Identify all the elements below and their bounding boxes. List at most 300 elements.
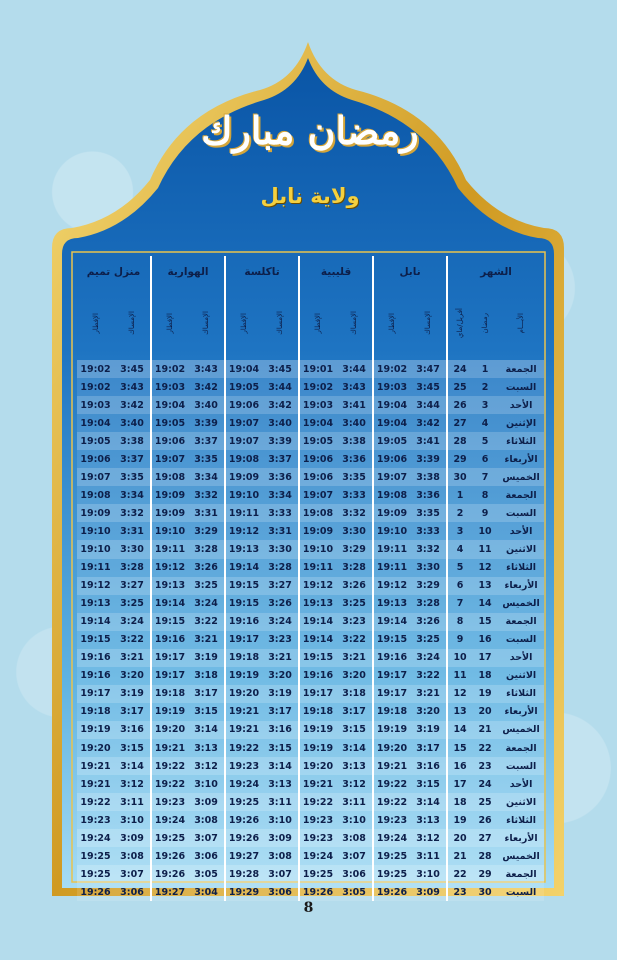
ramadan-day-cell: 19 <box>472 685 498 703</box>
imsak-header: الإمساك <box>128 311 136 335</box>
ramadan-day-cell: 30 <box>472 883 498 901</box>
ramadan-day-cell: 26 <box>472 811 498 829</box>
page-number: 8 <box>303 900 314 916</box>
gregorian-day-cell: 20 <box>447 829 472 847</box>
gregorian-day-cell: 3 <box>447 522 472 540</box>
imsak-time-cell: 3:14 <box>188 721 225 739</box>
iftar-time-cell: 19:01 <box>299 360 336 378</box>
day-cell: الخميس <box>498 847 544 865</box>
gregorian-day-cell: 5 <box>447 559 472 577</box>
imsak-time-cell: 3:30 <box>410 559 447 577</box>
imsak-time-cell: 3:43 <box>336 378 373 396</box>
iftar-time-cell: 19:07 <box>225 432 262 450</box>
imsak-time-cell: 3:20 <box>336 667 373 685</box>
imsak-time-cell: 3:11 <box>114 793 151 811</box>
iftar-time-cell: 19:16 <box>77 667 114 685</box>
imsak-time-cell: 3:39 <box>262 432 299 450</box>
imsak-time-cell: 3:06 <box>262 883 299 901</box>
iftar-time-cell: 19:14 <box>299 631 336 649</box>
iftar-time-cell: 19:25 <box>299 865 336 883</box>
imsak-time-cell: 3:25 <box>188 577 225 595</box>
imsak-time-cell: 3:43 <box>114 378 151 396</box>
imsak-time-cell: 3:19 <box>188 649 225 667</box>
iftar-time-cell: 19:14 <box>225 559 262 577</box>
prayer-time-table <box>77 256 544 901</box>
imsak-time-cell: 3:04 <box>188 883 225 901</box>
city-header: قليبية <box>299 256 373 288</box>
imsak-time-cell: 3:05 <box>188 865 225 883</box>
imsak-time-cell: 3:05 <box>336 883 373 901</box>
imsak-time-cell: 3:16 <box>410 757 447 775</box>
imsak-time-cell: 3:32 <box>188 486 225 504</box>
imsak-time-cell: 3:26 <box>262 595 299 613</box>
iftar-time-cell: 19:10 <box>299 540 336 558</box>
imsak-time-cell: 3:21 <box>410 685 447 703</box>
imsak-time-cell: 3:09 <box>262 829 299 847</box>
ramadan-day-cell: 20 <box>472 703 498 721</box>
table-row <box>77 450 544 468</box>
iftar-time-cell: 19:18 <box>299 703 336 721</box>
imsak-time-cell: 3:24 <box>262 613 299 631</box>
iftar-time-cell: 19:05 <box>299 432 336 450</box>
iftar-time-cell: 19:22 <box>299 793 336 811</box>
iftar-time-cell: 19:13 <box>225 540 262 558</box>
iftar-time-cell: 19:19 <box>151 703 188 721</box>
imsak-time-cell: 3:06 <box>336 865 373 883</box>
iftar-time-cell: 19:21 <box>299 775 336 793</box>
iftar-time-cell: 19:10 <box>373 522 410 540</box>
imsak-time-cell: 3:38 <box>114 432 151 450</box>
iftar-time-cell: 19:09 <box>151 504 188 522</box>
iftar-time-cell: 19:19 <box>299 721 336 739</box>
imsak-time-cell: 3:33 <box>336 486 373 504</box>
iftar-time-cell: 19:26 <box>77 883 114 901</box>
iftar-time-cell: 19:04 <box>299 414 336 432</box>
ramadan-day-cell: 25 <box>472 793 498 811</box>
table-row <box>77 414 544 432</box>
iftar-time-cell: 19:12 <box>373 577 410 595</box>
imsak-time-cell: 3:39 <box>188 414 225 432</box>
iftar-time-cell: 19:26 <box>373 883 410 901</box>
iftar-time-cell: 19:09 <box>151 486 188 504</box>
iftar-time-cell: 19:08 <box>77 486 114 504</box>
imsak-time-cell: 3:28 <box>188 540 225 558</box>
imsak-time-cell: 3:24 <box>410 649 447 667</box>
imsak-time-cell: 3:12 <box>336 775 373 793</box>
gregorian-day-cell: 25 <box>447 378 472 396</box>
iftar-time-cell: 19:24 <box>299 847 336 865</box>
iftar-time-cell: 19:29 <box>225 883 262 901</box>
imsak-time-cell: 3:32 <box>114 504 151 522</box>
iftar-time-cell: 19:12 <box>151 559 188 577</box>
imsak-time-cell: 3:10 <box>262 811 299 829</box>
ramadan-day-cell: 22 <box>472 739 498 757</box>
iftar-time-cell: 19:16 <box>373 649 410 667</box>
table-row <box>77 540 544 558</box>
iftar-time-cell: 19:08 <box>373 486 410 504</box>
iftar-time-cell: 19:22 <box>77 793 114 811</box>
table-row <box>77 595 544 613</box>
imsak-time-cell: 3:17 <box>410 739 447 757</box>
imsak-time-cell: 3:25 <box>410 631 447 649</box>
imsak-time-cell: 3:26 <box>336 577 373 595</box>
iftar-time-cell: 19:14 <box>77 613 114 631</box>
gregorian-day-cell: 10 <box>447 649 472 667</box>
iftar-time-cell: 19:17 <box>77 685 114 703</box>
ramadan-day-cell: 27 <box>472 829 498 847</box>
iftar-time-cell: 19:20 <box>225 685 262 703</box>
day-cell: الثلاثاء <box>498 559 544 577</box>
iftar-time-cell: 19:07 <box>151 450 188 468</box>
iftar-time-cell: 19:18 <box>373 703 410 721</box>
ramadan-day-cell: 13 <box>472 577 498 595</box>
table-row <box>77 378 544 396</box>
day-cell: الثلاثاء <box>498 811 544 829</box>
imsak-time-cell: 3:13 <box>410 811 447 829</box>
day-cell: الجمعة <box>498 360 544 378</box>
iftar-time-cell: 19:05 <box>77 432 114 450</box>
imsak-time-cell: 3:22 <box>336 631 373 649</box>
imsak-time-cell: 3:34 <box>114 486 151 504</box>
iftar-time-cell: 19:21 <box>225 721 262 739</box>
imsak-time-cell: 3:30 <box>114 540 151 558</box>
iftar-time-cell: 19:08 <box>225 450 262 468</box>
iftar-time-cell: 19:11 <box>77 559 114 577</box>
imsak-time-cell: 3:37 <box>114 450 151 468</box>
iftar-time-cell: 19:26 <box>151 865 188 883</box>
imsak-time-cell: 3:11 <box>410 847 447 865</box>
day-cell: الثلاثاء <box>498 432 544 450</box>
imsak-time-cell: 3:12 <box>410 829 447 847</box>
iftar-time-cell: 19:15 <box>225 577 262 595</box>
imsak-time-cell: 3:25 <box>114 595 151 613</box>
iftar-time-cell: 19:13 <box>299 595 336 613</box>
iftar-time-cell: 19:03 <box>151 378 188 396</box>
month-header: الشهر <box>447 256 544 288</box>
imsak-time-cell: 3:35 <box>410 504 447 522</box>
day-cell: السبت <box>498 757 544 775</box>
city-header: الهوارية <box>151 256 225 288</box>
imsak-time-cell: 3:37 <box>262 450 299 468</box>
imsak-time-cell: 3:44 <box>262 378 299 396</box>
ramadan-day-cell: 29 <box>472 865 498 883</box>
imsak-time-cell: 3:17 <box>336 703 373 721</box>
imsak-time-cell: 3:40 <box>114 414 151 432</box>
imsak-time-cell: 3:11 <box>336 793 373 811</box>
iftar-time-cell: 19:11 <box>373 540 410 558</box>
table-row <box>77 865 544 883</box>
day-cell: الجمعة <box>498 486 544 504</box>
imsak-time-cell: 3:08 <box>114 847 151 865</box>
iftar-time-cell: 19:11 <box>299 559 336 577</box>
iftar-time-cell: 19:15 <box>299 649 336 667</box>
iftar-header: الإفطار <box>91 312 100 334</box>
ramadan-day-cell: 15 <box>472 613 498 631</box>
gregorian-day-cell: 9 <box>447 631 472 649</box>
imsak-time-cell: 3:10 <box>188 775 225 793</box>
imsak-time-cell: 3:45 <box>410 378 447 396</box>
imsak-time-cell: 3:30 <box>262 540 299 558</box>
ramadan-day-cell: 23 <box>472 757 498 775</box>
iftar-time-cell: 19:06 <box>77 450 114 468</box>
imsak-time-cell: 3:21 <box>188 631 225 649</box>
city-header: نابل <box>373 256 447 288</box>
iftar-time-cell: 19:14 <box>299 613 336 631</box>
iftar-time-cell: 19:18 <box>77 703 114 721</box>
gregorian-day-cell: 26 <box>447 396 472 414</box>
table-row <box>77 703 544 721</box>
table-row <box>77 757 544 775</box>
ramadan-day-cell: 14 <box>472 595 498 613</box>
iftar-time-cell: 19:17 <box>151 667 188 685</box>
imsak-time-cell: 3:24 <box>188 595 225 613</box>
iftar-time-cell: 19:26 <box>225 811 262 829</box>
iftar-time-cell: 19:17 <box>151 649 188 667</box>
imsak-time-cell: 3:45 <box>262 360 299 378</box>
day-cell: السبت <box>498 883 544 901</box>
imsak-time-cell: 3:37 <box>188 432 225 450</box>
iftar-time-cell: 19:03 <box>373 378 410 396</box>
table-row <box>77 360 544 378</box>
day-cell: الإثنين <box>498 414 544 432</box>
iftar-time-cell: 19:25 <box>373 847 410 865</box>
day-cell: السبت <box>498 378 544 396</box>
day-cell: الخميس <box>498 595 544 613</box>
iftar-time-cell: 19:11 <box>225 504 262 522</box>
iftar-time-cell: 19:03 <box>299 396 336 414</box>
imsak-time-cell: 3:36 <box>262 468 299 486</box>
iftar-time-cell: 19:04 <box>77 414 114 432</box>
iftar-time-cell: 19:09 <box>225 468 262 486</box>
day-cell: الاثنين <box>498 667 544 685</box>
imsak-time-cell: 3:19 <box>114 685 151 703</box>
iftar-time-cell: 19:25 <box>373 865 410 883</box>
ramadan-day-cell: 24 <box>472 775 498 793</box>
iftar-time-cell: 19:24 <box>225 775 262 793</box>
imsak-time-cell: 3:15 <box>114 739 151 757</box>
imsak-time-cell: 3:24 <box>114 613 151 631</box>
imsak-time-cell: 3:07 <box>262 865 299 883</box>
ramadan-day-cell: 11 <box>472 540 498 558</box>
table-row <box>77 522 544 540</box>
iftar-time-cell: 19:27 <box>225 847 262 865</box>
imsak-time-cell: 3:28 <box>410 595 447 613</box>
iftar-time-cell: 19:18 <box>151 685 188 703</box>
imsak-time-cell: 3:23 <box>262 631 299 649</box>
imsak-time-cell: 3:09 <box>188 793 225 811</box>
gregorian-day-cell: 17 <box>447 775 472 793</box>
iftar-time-cell: 19:16 <box>151 631 188 649</box>
iftar-time-cell: 19:05 <box>373 432 410 450</box>
iftar-time-cell: 19:12 <box>77 577 114 595</box>
day-cell: الأربعاء <box>498 829 544 847</box>
table-row <box>77 486 544 504</box>
gregorian-day-cell: 8 <box>447 613 472 631</box>
day-cell: الأحد <box>498 775 544 793</box>
imsak-time-cell: 3:17 <box>188 685 225 703</box>
imsak-time-cell: 3:17 <box>262 703 299 721</box>
imsak-time-cell: 3:10 <box>336 811 373 829</box>
imsak-time-cell: 3:19 <box>410 721 447 739</box>
imsak-time-cell: 3:09 <box>114 829 151 847</box>
iftar-time-cell: 19:22 <box>373 775 410 793</box>
iftar-time-cell: 19:11 <box>373 559 410 577</box>
iftar-time-cell: 19:06 <box>299 450 336 468</box>
iftar-time-cell: 19:02 <box>77 360 114 378</box>
iftar-time-cell: 19:13 <box>77 595 114 613</box>
iftar-time-cell: 19:23 <box>225 757 262 775</box>
gregorian-day-cell: 11 <box>447 667 472 685</box>
gregorian-day-cell: 4 <box>447 540 472 558</box>
table-row <box>77 847 544 865</box>
table-row <box>77 432 544 450</box>
city-header: تاكلسة <box>225 256 299 288</box>
table-row <box>77 649 544 667</box>
gregorian-day-cell: 7 <box>447 595 472 613</box>
gregorian-day-cell: 18 <box>447 793 472 811</box>
imsak-time-cell: 3:22 <box>188 613 225 631</box>
iftar-time-cell: 19:04 <box>225 360 262 378</box>
table-row <box>77 721 544 739</box>
imsak-time-cell: 3:27 <box>114 577 151 595</box>
iftar-time-cell: 19:02 <box>151 360 188 378</box>
ramadan-day-cell: 3 <box>472 396 498 414</box>
iftar-time-cell: 19:19 <box>77 721 114 739</box>
imsak-time-cell: 3:15 <box>336 721 373 739</box>
gregorian-day-cell: 22 <box>447 865 472 883</box>
gregorian-day-cell: 6 <box>447 577 472 595</box>
table-row <box>77 559 544 577</box>
iftar-time-cell: 19:23 <box>77 811 114 829</box>
iftar-time-cell: 19:20 <box>299 757 336 775</box>
iftar-time-cell: 19:07 <box>299 486 336 504</box>
iftar-time-cell: 19:21 <box>225 703 262 721</box>
iftar-time-cell: 19:23 <box>151 793 188 811</box>
iftar-time-cell: 19:08 <box>299 504 336 522</box>
iftar-time-cell: 19:05 <box>225 378 262 396</box>
imsak-time-cell: 3:27 <box>262 577 299 595</box>
day-cell: الأربعاء <box>498 450 544 468</box>
iftar-time-cell: 19:04 <box>151 396 188 414</box>
imsak-time-cell: 3:34 <box>188 468 225 486</box>
iftar-time-cell: 19:21 <box>151 739 188 757</box>
iftar-header: الإفطار <box>299 288 336 360</box>
iftar-time-cell: 19:18 <box>225 649 262 667</box>
imsak-time-cell: 3:28 <box>262 559 299 577</box>
iftar-time-cell: 19:15 <box>77 631 114 649</box>
imsak-time-cell: 3:14 <box>410 793 447 811</box>
iftar-time-cell: 19:16 <box>225 613 262 631</box>
ramadan-header: رمضان <box>481 312 490 334</box>
imsak-time-cell: 3:33 <box>262 504 299 522</box>
imsak-time-cell: 3:21 <box>336 649 373 667</box>
table-row <box>77 468 544 486</box>
day-cell: الثلاثاء <box>498 685 544 703</box>
day-cell: الأربعاء <box>498 703 544 721</box>
ramadan-day-cell: 4 <box>472 414 498 432</box>
table-row <box>77 685 544 703</box>
imsak-time-cell: 3:08 <box>262 847 299 865</box>
day-cell: الجمعة <box>498 865 544 883</box>
imsak-time-cell: 3:22 <box>114 631 151 649</box>
imsak-time-cell: 3:38 <box>410 468 447 486</box>
iftar-time-cell: 19:17 <box>225 631 262 649</box>
iftar-time-cell: 19:15 <box>151 613 188 631</box>
iftar-time-cell: 19:20 <box>77 739 114 757</box>
imsak-time-cell: 3:29 <box>188 522 225 540</box>
imsak-time-cell: 3:16 <box>262 721 299 739</box>
imsak-time-cell: 3:25 <box>336 595 373 613</box>
imsak-time-cell: 3:34 <box>262 486 299 504</box>
ramadan-day-cell: 12 <box>472 559 498 577</box>
gregorian-day-cell: 24 <box>447 360 472 378</box>
gregorian-day-cell: 30 <box>447 468 472 486</box>
page-subtitle: ولاية نابل <box>260 184 360 208</box>
days-header: الأيـــام <box>517 312 526 334</box>
iftar-time-cell: 19:02 <box>373 360 410 378</box>
iftar-time-cell: 19:12 <box>299 577 336 595</box>
iftar-time-cell: 19:19 <box>373 721 410 739</box>
iftar-time-cell: 19:06 <box>373 450 410 468</box>
iftar-time-cell: 19:13 <box>373 595 410 613</box>
imsak-time-cell: 3:39 <box>410 450 447 468</box>
iftar-time-cell: 19:21 <box>77 775 114 793</box>
iftar-time-cell: 19:14 <box>151 595 188 613</box>
table-row <box>77 577 544 595</box>
imsak-time-cell: 3:08 <box>336 829 373 847</box>
ramadan-mubarak-calligraphy: رمضان مبارك <box>201 107 419 153</box>
imsak-time-cell: 3:41 <box>336 396 373 414</box>
iftar-time-cell: 19:05 <box>151 414 188 432</box>
iftar-time-cell: 19:04 <box>373 396 410 414</box>
iftar-time-cell: 19:03 <box>77 396 114 414</box>
iftar-time-cell: 19:11 <box>151 540 188 558</box>
table-row <box>77 613 544 631</box>
imsak-time-cell: 3:15 <box>262 739 299 757</box>
gregorian-day-cell: 23 <box>447 883 472 901</box>
table-row <box>77 396 544 414</box>
iftar-time-cell: 19:21 <box>77 757 114 775</box>
gregorian-day-cell: 15 <box>447 739 472 757</box>
imsak-time-cell: 3:44 <box>410 396 447 414</box>
table-row <box>77 811 544 829</box>
imsak-time-cell: 3:18 <box>336 685 373 703</box>
imsak-time-cell: 3:21 <box>114 649 151 667</box>
imsak-time-cell: 3:20 <box>410 703 447 721</box>
iftar-time-cell: 19:25 <box>225 793 262 811</box>
day-cell: السبت <box>498 504 544 522</box>
iftar-time-cell: 19:07 <box>373 468 410 486</box>
iftar-time-cell: 19:22 <box>373 793 410 811</box>
imsak-time-cell: 3:16 <box>114 721 151 739</box>
imsak-time-cell: 3:08 <box>188 811 225 829</box>
iftar-time-cell: 19:23 <box>299 811 336 829</box>
iftar-time-cell: 19:17 <box>373 685 410 703</box>
ramadan-day-cell: 17 <box>472 649 498 667</box>
imsak-time-cell: 3:15 <box>188 703 225 721</box>
ramadan-day-cell: 8 <box>472 486 498 504</box>
ramadan-day-cell: 6 <box>472 450 498 468</box>
city-header: منزل تميم <box>86 266 141 278</box>
imsak-time-cell: 3:33 <box>410 522 447 540</box>
ramadan-day-cell: 2 <box>472 378 498 396</box>
imsak-time-cell: 3:42 <box>114 396 151 414</box>
table-row <box>77 739 544 757</box>
day-cell: الأحد <box>498 522 544 540</box>
imsak-time-cell: 3:47 <box>410 360 447 378</box>
imsak-time-cell: 3:10 <box>410 865 447 883</box>
table-row <box>77 504 544 522</box>
